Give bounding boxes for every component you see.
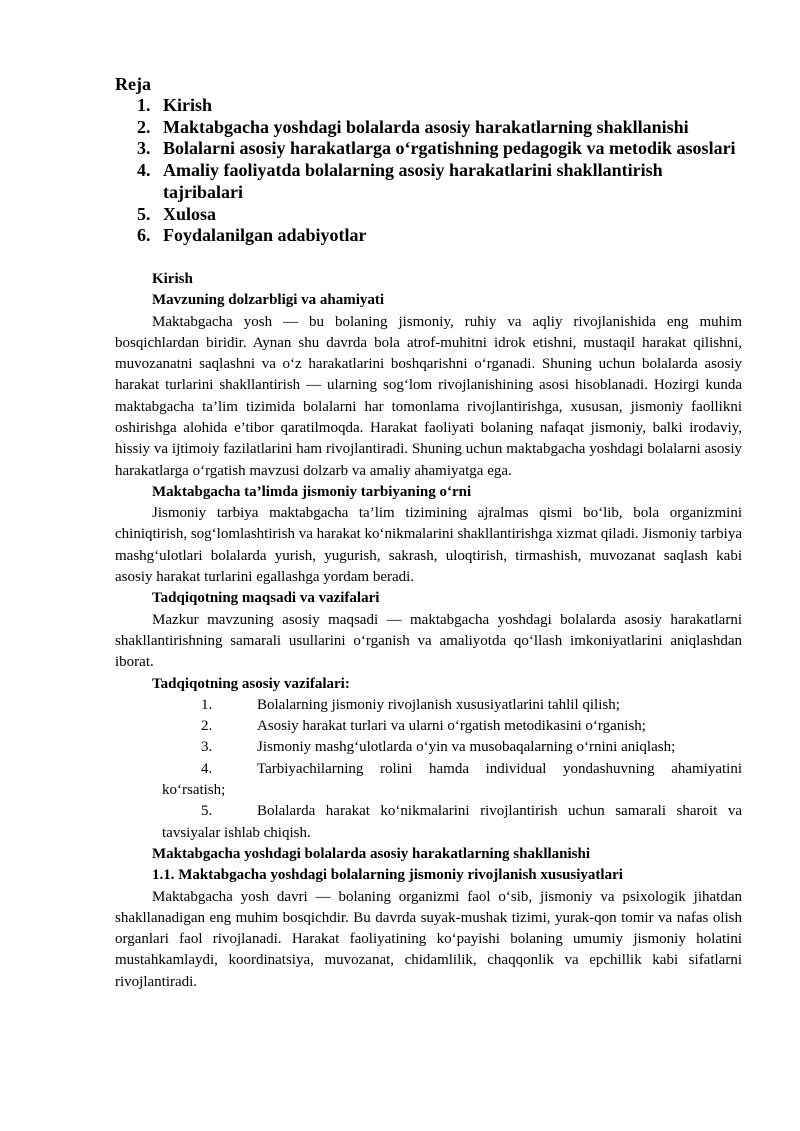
task-text: Tarbiyachilarning rolini hamda individual yondashuvning ahamiyatini ko‘rsatish; [162,760,742,799]
plan-item-text: Amaliy faoliyatda bolalarning asosiy harakatlarini shakllantirish tajribalari [163,160,663,202]
tasks-heading: Tadqiqotning asosiy vazifalari: [152,675,350,692]
task-text: Bolalarning jismoniy rivojlanish xususiyatlarini tahlil qilish; [257,696,620,713]
plan-item-text: Xulosa [163,203,217,224]
plan-item-number: 1. [137,95,151,115]
role-heading: Maktabgacha ta’limda jismoniy tarbiyaning o‘rni [152,483,472,500]
task-item [115,716,742,737]
plan-item-text: Bolalarni asosiy harakatlarga o‘rgatishning pedagogik va metodik asoslari [163,138,736,159]
plan-item-text: Kirish [163,95,213,115]
plan-item-text: Maktabgacha yoshdagi bolalarda asosiy harakatlarning shakllanishi [163,116,689,137]
plan-item-text: Foydalanilgan adabiyotlar [163,225,367,246]
task-item [115,801,742,844]
task-number: 3. [201,739,213,756]
task-number: 5. [201,803,213,820]
plan-item-number: 5. [137,203,151,224]
plan-list [115,95,742,247]
section1-paragraph: Maktabgacha yosh davri — bolaning organizmi faol o‘sib, jismoniy va psixologik jihatdan shakllanadigan eng muhim bosqichdir. Bu davrda suyak-mushak tizimi, yurak-qon tomir va nafas olish organlari faol rivojlanadi. Harakat faoliyatining ko‘payishi bolaning umumiy jismoniy holatini mustahkamlaydi, koordinatsiya, muvozanat, chidamlilik, chaqqonlik va epchillik kabi sifatlarni rivojlantiradi. [115,888,742,990]
task-item [115,695,742,716]
task-text: Jismoniy mashg‘ulotlarda o‘yin va musobaqalarning o‘rnini aniqlash; [257,739,676,756]
plan-item [115,117,742,139]
plan-item-number: 4. [137,160,151,181]
plan-item-number: 2. [137,116,151,137]
plan-item [115,225,742,247]
task-text: Asosiy harakat turlari va ularni o‘rgatish metodikasini o‘rganish; [257,718,646,735]
task-text: Bolalarda harakat ko‘nikmalarini rivojlantirish uchun samarali sharoit va tavsiyalar ishlab chiqish. [162,803,742,841]
role-paragraph: Jismoniy tarbiya maktabgacha ta’lim tizimining ajralmas qismi bo‘lib, bola organizmini chiniqtirish, sog‘lomlashtirish va harakat ko‘nikmalarini shakllantirishga xizmat qiladi. Jismoniy tarbiya mashg‘ulotlari bolalarda yurish, yugurish, sakrash, uloqtirish, tirmashish, muvozanat saqlash kabi asosiy harakat turlarini egallashga yordam beradi. [115,505,742,586]
plan-item-number: 6. [137,225,151,246]
task-number: 2. [201,718,213,735]
plan-item [115,204,742,226]
document-page [115,73,742,993]
intro-paragraph: Maktabgacha yosh — bu bolaning jismoniy, ruhiy va aqliy rivojlanishida eng muhim bosqichlardan biridir. Aynan shu davrda bola atrof-muhitni idrok etishni, mustaqil harakat qilishni, muvozanatni saqlashni va o‘z harakatlarini boshqarishni o‘rganadi. Shuning uchun bolalarda asosiy harakat turlarini shakllantirish — ularning sog‘lom rivojlanishining asosi hisoblanadi. Hozirgi kunda maktabgacha ta’lim tizimida bolalarni har tomonlama rivojlantirishga, xususan, jismoniy faollikni oshirishga alohida e’tibor qaratilmoqda. Harakat faoliyati bolaning nafaqat jismoniy, balki irodaviy, hissiy va ijtimoiy fazilatlarini ham rivojlantiradi. Shuning uchun maktabgacha yoshdagi bolalarni asosiy harakatlarga o‘rgatish mavzusi dolzarb va amaliy ahamiyatga ega. [115,313,742,479]
plan-item [115,95,742,117]
section1-heading: Maktabgacha yoshdagi bolalarda asosiy harakatlarning shakllanishi [152,845,591,862]
plan-item-number: 3. [137,138,151,159]
section1-subheading: 1.1. Maktabgacha yoshdagi bolalarning jismoniy rivojlanish xususiyatlari [152,867,623,884]
intro-heading: Kirish [152,270,193,287]
goal-heading: Tadqiqotning maqsadi va vazifalari [152,590,380,607]
plan-item [115,160,742,203]
task-number: 4. [201,760,213,777]
plan-title: Reja [115,74,151,94]
intro-subheading: Mavzuning dolzarbligi va ahamiyati [152,292,385,309]
goal-paragraph: Mazkur mavzuning asosiy maqsadi — maktabgacha yoshdagi bolalarda asosiy harakatlarni shakllantirishning samarali usullarini o‘rganish va amaliyotda qo‘llash imkoniyatlarini aniqlashdan iborat. [115,611,742,671]
task-item [115,759,742,802]
document-body [115,269,742,993]
task-item [115,737,742,758]
plan-item [115,138,742,160]
task-number: 1. [201,696,213,713]
